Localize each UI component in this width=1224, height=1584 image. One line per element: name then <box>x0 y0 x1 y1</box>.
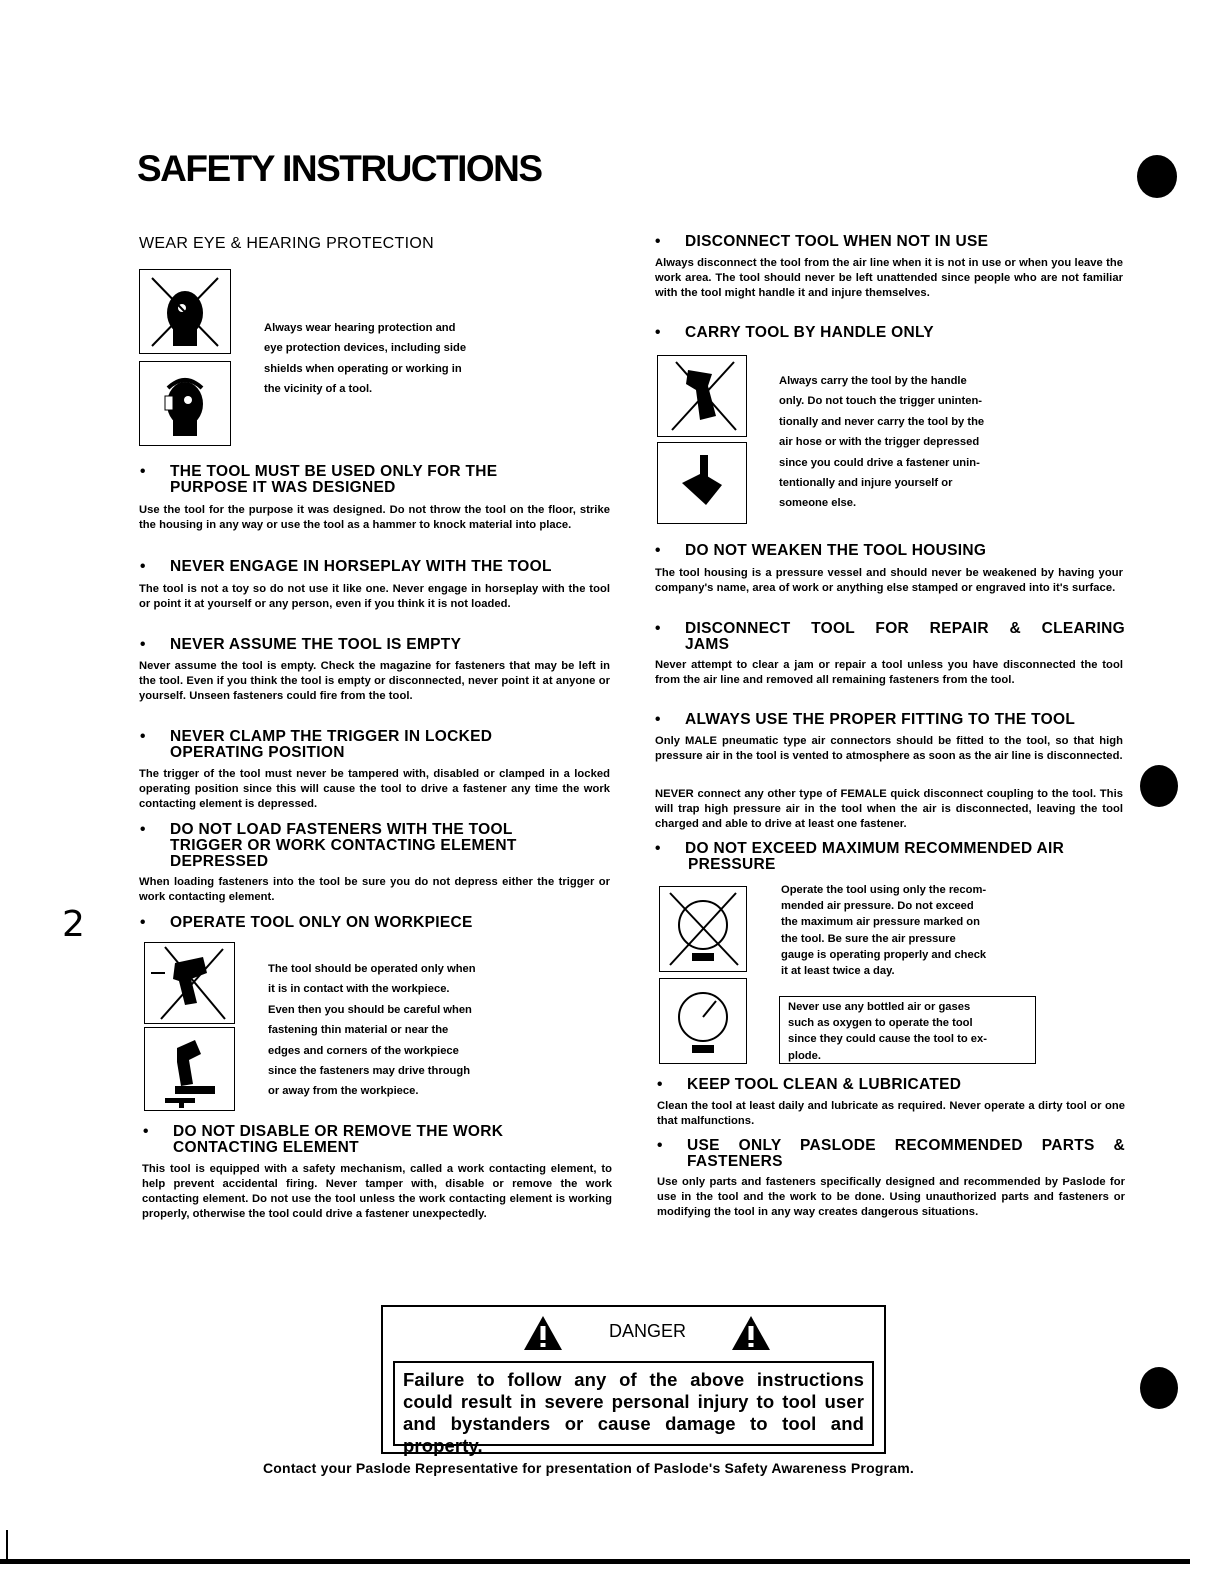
warning-line: plode. <box>788 1049 821 1062</box>
carry-line: tionally and never carry the tool by the <box>779 415 985 428</box>
bottled-air-warning <box>779 996 1036 1064</box>
correct-carry-image <box>657 442 747 524</box>
heading-line: ALWAYS USE THE PROPER FITTING TO THE TOOL <box>685 711 1076 728</box>
pressure-line: gauge is operating properly and check <box>781 948 987 961</box>
eye-line: eye protection devices, including side <box>264 342 467 355</box>
carry-line: since you could drive a fastener unin- <box>779 456 980 469</box>
page-number: 2 <box>62 904 85 945</box>
heading-loading <box>140 822 620 870</box>
fitting-text-1: Only MALE pneumatic type air connectors should be fitted to the tool, so that high pressure air in the tool is vented to atmosphere as soon as the air line is disconnected. <box>655 735 1123 762</box>
pressure-line: mended air pressure. Do not exceed <box>781 900 974 913</box>
bullet-icon: • <box>655 840 661 857</box>
housing-text: The tool housing is a pressure vessel and should never be weakened by having your company's name, area of work or anything else stamped or engraved into it's surface. <box>655 567 1123 594</box>
bullet-icon: • <box>140 728 146 745</box>
bullet-icon: • <box>140 821 146 838</box>
loading-text: When loading fasteners into the tool be sure you do not depress either the trigger or work contacting element. <box>139 876 610 903</box>
heading-housing <box>655 543 1135 559</box>
heading-line: NEVER ASSUME THE TOOL IS EMPTY <box>170 636 462 653</box>
workpiece-line: edges and corners of the workpiece <box>268 1044 459 1057</box>
repair-text: Never attempt to clear a jam or repair a tool unless you have disconnected the tool from the air line and removed all remaining fasteners from the tool. <box>655 659 1123 686</box>
eye-line: Always wear hearing protection and <box>264 322 456 334</box>
heading-carry <box>655 325 1135 341</box>
heading-disable <box>143 1124 623 1156</box>
bullet-icon: • <box>655 542 661 559</box>
bullet-icon: • <box>655 711 661 728</box>
fitting-text-2: NEVER connect any other type of FEMALE quick disconnect coupling to the tool. This will trap high pressure air in the tool when the air is disconnected, leaving the tool charged and able to drive at least one fastener. <box>655 788 1123 830</box>
workpiece-text <box>268 959 528 1102</box>
heading-line: DISCONNECT TOOL FOR REPAIR & CLEARING <box>685 620 1125 637</box>
pressure-line: the maximum air pressure marked on <box>781 916 980 929</box>
eye-line: shields when operating or working in <box>264 362 462 375</box>
heading-line: OPERATING POSITION <box>170 744 345 761</box>
eye-line: the vicinity of a tool. <box>264 383 373 396</box>
bullet-icon: • <box>655 620 661 637</box>
warning-triangle-icon <box>523 1315 563 1351</box>
horseplay-text: The tool is not a toy so do not use it like one. Never engage in horseplay with the tool or point it at yourself or any person, even if you think it is not loaded. <box>139 583 610 610</box>
heading-line: DO NOT LOAD FASTENERS WITH THE TOOL <box>170 821 513 838</box>
danger-inner-box <box>393 1361 874 1456</box>
heading-line: DISCONNECT TOOL WHEN NOT IN USE <box>685 233 989 250</box>
heading-line: NEVER ENGAGE IN HORSEPLAY WITH THE TOOL <box>170 558 552 575</box>
carry-line: air hose or with the trigger depressed <box>779 436 980 449</box>
binder-hole-top <box>1137 155 1177 198</box>
heading-line: PRESSURE <box>688 856 776 873</box>
heading-workpiece <box>140 915 620 931</box>
bottom-rule <box>0 1559 1190 1564</box>
heading-line: TRIGGER OR WORK CONTACTING ELEMENT <box>170 837 517 854</box>
disconnect-text: Always disconnect the tool from the air line when it is not in use or when you leave the work area. The tool should never be left unattended since people who are not familiar with the tool might handle it and injure themselves. <box>655 257 1123 299</box>
tool-on-workpiece-image <box>144 1027 235 1111</box>
purpose-text: Use the tool for the purpose it was designed. Do not throw the tool on the floor, strike the housing in any way or use the tool as a hammer to knock material into place. <box>139 504 610 531</box>
warning-triangle-icon <box>731 1315 771 1351</box>
heading-line: PURPOSE IT WAS DESIGNED <box>170 479 396 496</box>
heading-line: CARRY TOOL BY HANDLE ONLY <box>685 324 934 341</box>
bullet-icon: • <box>140 636 146 653</box>
heading-line: JAMS <box>685 636 730 653</box>
workpiece-line: since the fasteners may drive through <box>268 1065 471 1078</box>
bullet-icon: • <box>655 233 661 250</box>
workpiece-line: fastening thin material or near the <box>268 1024 449 1037</box>
heading-empty <box>140 637 620 653</box>
heading-purpose <box>140 464 620 496</box>
tool-off-workpiece-image <box>144 942 235 1024</box>
wrong-carry-image <box>657 355 747 437</box>
heading-line: FASTENERS <box>687 1153 783 1170</box>
heading-line: NEVER CLAMP THE TRIGGER IN LOCKED <box>170 728 493 745</box>
warning-line: since they could cause the tool to ex- <box>788 1033 987 1046</box>
parts-text: Use only parts and fasteners specifically designed and recommended by Paslode for use in the tool and the work to be done. Using unauthorized parts and fasteners or modifying the tool in any way creates dangerous situations. <box>657 1176 1125 1218</box>
pressure-line: it at least twice a day. <box>781 965 895 978</box>
heading-line: KEEP TOOL CLEAN & LUBRICATED <box>687 1076 962 1093</box>
gauge-crossed-image <box>659 886 747 972</box>
bullet-icon: • <box>140 914 146 931</box>
empty-text: Never assume the tool is empty. Check the magazine for fasteners that may be left in the tool. Even if you think the tool is empty or disconnected, never point it at anyone or yourself. Unseen fasteners could fire from the tool. <box>139 660 610 702</box>
heading-line: CONTACTING ELEMENT <box>173 1139 359 1156</box>
binder-hole-bottom <box>1140 1367 1178 1409</box>
heading-eye-protection: WEAR EYE & HEARING PROTECTION <box>139 235 434 252</box>
carry-text <box>779 371 1039 514</box>
page-title: SAFETY INSTRUCTIONS <box>137 148 542 189</box>
with-protection-image <box>139 361 231 446</box>
danger-box <box>381 1305 886 1454</box>
workpiece-line: it is in contact with the workpiece. <box>268 983 450 996</box>
danger-label: DANGER <box>609 1321 687 1341</box>
heading-line: USE ONLY PASLODE RECOMMENDED PARTS & <box>687 1137 1125 1154</box>
footer-contact: Contact your Paslode Representative for presentation of Paslode's Safety Awareness Program. <box>263 1460 914 1476</box>
warning-line: Never use any bottled air or gases <box>788 1001 971 1013</box>
workpiece-line: Even then you should be careful when <box>268 1003 472 1016</box>
binder-hole-middle <box>1140 765 1178 807</box>
left-edge-mark <box>6 1530 8 1560</box>
workpiece-line: or away from the workpiece. <box>268 1085 419 1098</box>
danger-text: Failure to follow any of the above instructions could result in severe personal injury to tool user and bystanders or cause damage to tool and property. <box>403 1369 864 1456</box>
heading-horseplay <box>140 559 620 575</box>
bullet-icon: • <box>140 463 146 480</box>
disable-text: This tool is equipped with a safety mechanism, called a work contacting element, to help prevent accidental firing. Never tamper with, disable or remove the work contacting element. Do not use the tool unless the work contacting element is working properly, otherwise the tool could drive a fastener unexpectedly. <box>142 1163 612 1220</box>
heading-disconnect <box>655 234 1135 250</box>
workpiece-line: The tool should be operated only when <box>268 963 476 975</box>
heading-pressure <box>655 841 1135 873</box>
heading-line: OPERATE TOOL ONLY ON WORKPIECE <box>170 914 473 931</box>
bullet-icon: • <box>655 324 661 341</box>
clean-text: Clean the tool at least daily and lubricate as required. Never operate a dirty tool or one that malfunctions. <box>657 1100 1125 1127</box>
no-protection-image <box>139 269 231 354</box>
pressure-line: the tool. Be sure the air pressure <box>781 932 956 945</box>
heading-line: DO NOT DISABLE OR REMOVE THE WORK <box>173 1123 504 1140</box>
heading-clean <box>657 1077 1137 1093</box>
eye-protection-text <box>264 318 524 400</box>
warning-text <box>788 999 1029 1064</box>
pressure-text <box>781 882 1041 979</box>
bullet-icon: • <box>140 558 146 575</box>
heading-line: DO NOT WEAKEN THE TOOL HOUSING <box>685 542 987 559</box>
gauge-image <box>659 978 747 1064</box>
warning-line: such as oxygen to operate the tool <box>788 1017 973 1030</box>
bullet-icon: • <box>657 1076 663 1093</box>
heading-line: DEPRESSED <box>170 853 269 870</box>
clamp-text: The trigger of the tool must never be tampered with, disabled or clamped in a locked operating position since this will cause the tool to drive a fastener any time the work contacting element is depressed. <box>139 768 610 810</box>
pressure-line: Operate the tool using only the recom- <box>781 884 987 896</box>
heading-clamp <box>140 729 620 761</box>
carry-line: only. Do not touch the trigger uninten- <box>779 395 983 408</box>
heading-parts <box>657 1138 1125 1170</box>
heading-line: THE TOOL MUST BE USED ONLY FOR THE <box>170 463 498 480</box>
heading-line: DO NOT EXCEED MAXIMUM RECOMMENDED AIR <box>685 840 1065 857</box>
bullet-icon: • <box>143 1123 149 1140</box>
carry-line: Always carry the tool by the handle <box>779 375 967 387</box>
carry-line: someone else. <box>779 497 857 510</box>
carry-line: tentionally and injure yourself or <box>779 477 953 490</box>
heading-repair <box>655 621 1125 653</box>
bullet-icon: • <box>657 1137 663 1154</box>
heading-fitting <box>655 712 1135 728</box>
